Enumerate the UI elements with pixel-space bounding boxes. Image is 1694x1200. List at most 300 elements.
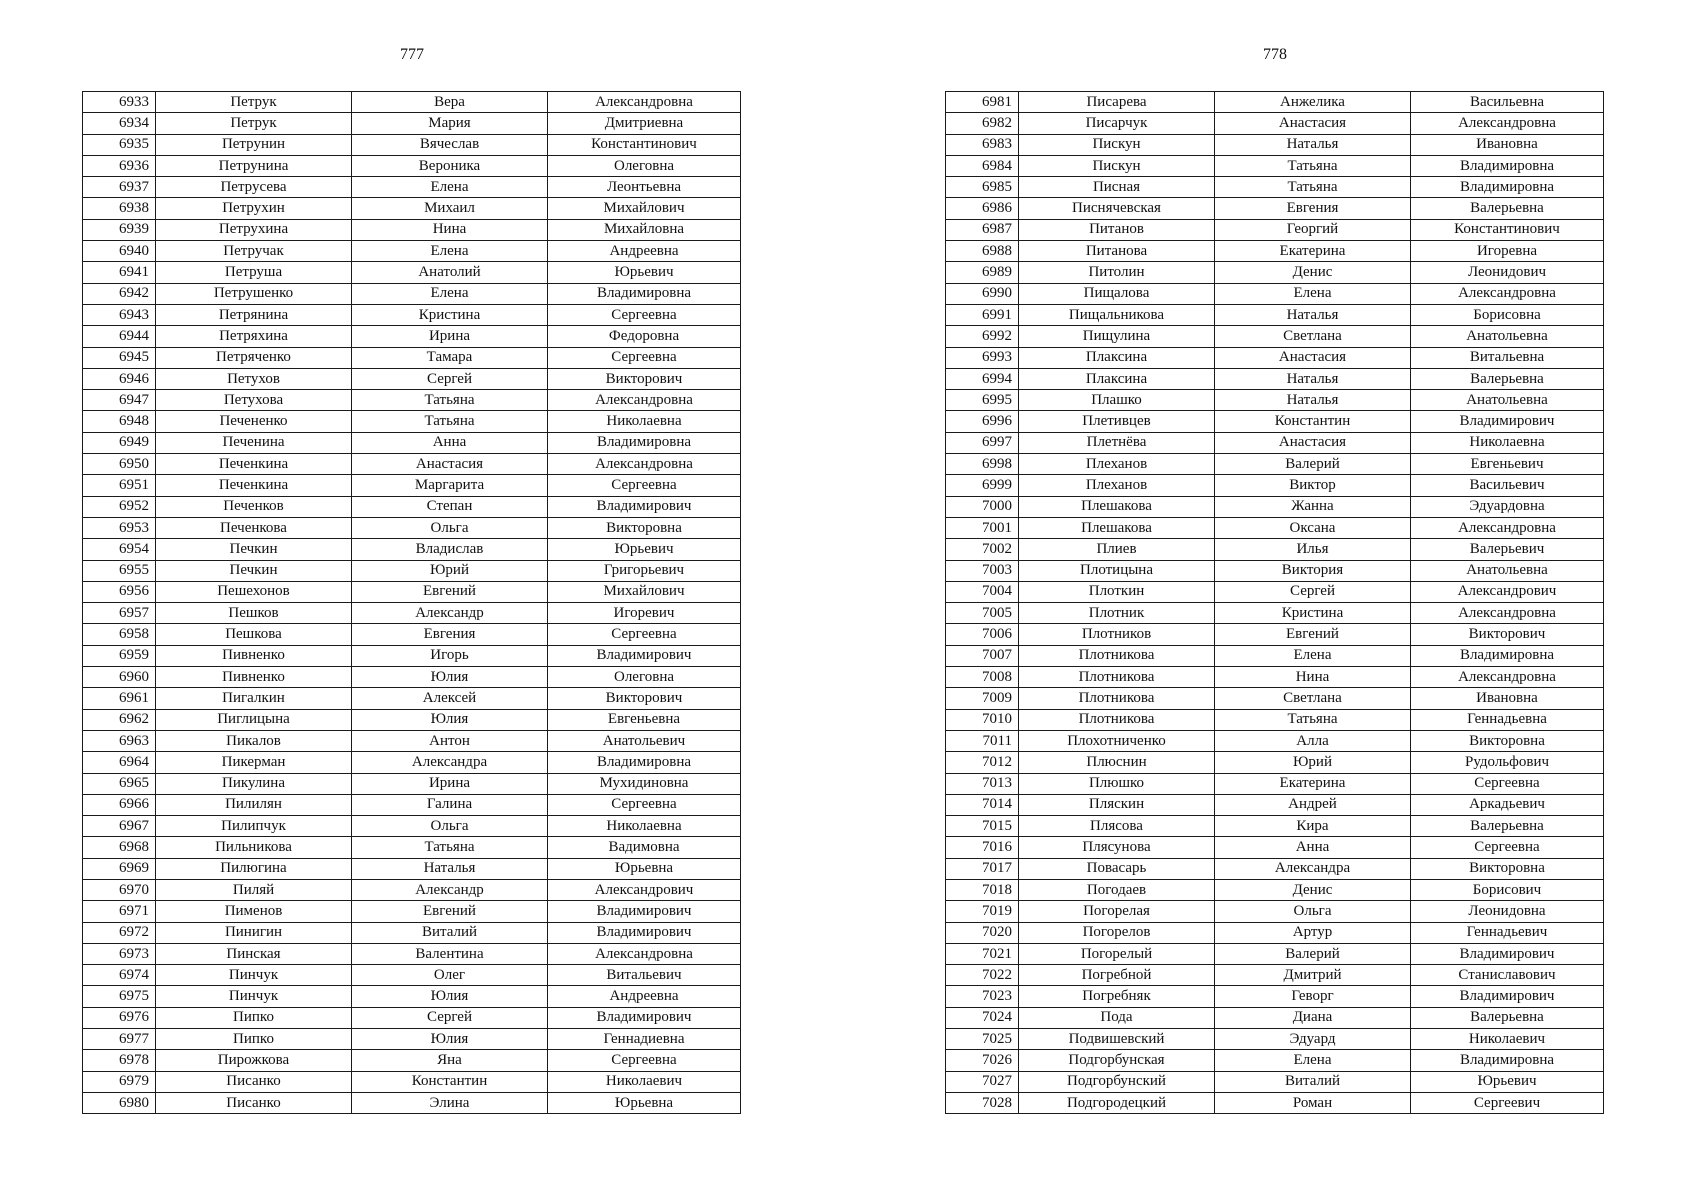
first-name-cell: Артур [1215,922,1411,943]
surname-cell: Печкин [156,560,352,581]
table-row [946,134,1604,155]
table-row [83,390,741,411]
table-row [946,816,1604,837]
patronymic-cell: Константинович [1411,219,1604,240]
surname-cell: Петрушенко [156,283,352,304]
table-row [946,986,1604,1007]
row-number-cell: 6945 [83,347,156,368]
table-row [946,432,1604,453]
patronymic-cell: Сергеевна [548,624,741,645]
page-left [82,0,742,1200]
patronymic-cell: Леонтьевна [548,177,741,198]
patronymic-cell: Сергеевна [548,347,741,368]
first-name-cell: Татьяна [352,411,548,432]
row-number-cell: 6934 [83,113,156,134]
patronymic-cell: Вадимовна [548,837,741,858]
row-number-cell: 7012 [946,752,1019,773]
row-number-cell: 7007 [946,645,1019,666]
row-number-cell: 7005 [946,603,1019,624]
table-row [83,965,741,986]
surname-cell: Писанко [156,1092,352,1113]
patronymic-cell: Владимировна [548,283,741,304]
surname-cell: Пильникова [156,837,352,858]
first-name-cell: Владислав [352,539,548,560]
surname-cell: Подгорбунский [1019,1071,1215,1092]
surname-cell: Пищалова [1019,283,1215,304]
surname-cell: Пилюгина [156,858,352,879]
row-number-cell: 6973 [83,943,156,964]
surname-cell: Погодаев [1019,879,1215,900]
first-name-cell: Тамара [352,347,548,368]
table-row [83,1050,741,1071]
table-row [83,134,741,155]
row-number-cell: 6944 [83,326,156,347]
row-number-cell: 7014 [946,794,1019,815]
table-row [946,454,1604,475]
first-name-cell: Константин [1215,411,1411,432]
row-number-cell: 7011 [946,730,1019,751]
patronymic-cell: Владимирович [548,922,741,943]
patronymic-cell: Григорьевич [548,560,741,581]
first-name-cell: Степан [352,496,548,517]
surname-cell: Плешакова [1019,517,1215,538]
row-number-cell: 6962 [83,709,156,730]
table-row [83,667,741,688]
surname-cell: Плюснин [1019,752,1215,773]
patronymic-cell: Валерьевна [1411,1007,1604,1028]
table-row [946,1007,1604,1028]
first-name-cell: Геворг [1215,986,1411,1007]
table-row [83,1029,741,1050]
patronymic-cell: Владимирович [548,496,741,517]
row-number-cell: 7026 [946,1050,1019,1071]
patronymic-cell: Игоревна [1411,241,1604,262]
patronymic-cell: Александровна [548,390,741,411]
table-row [946,1050,1604,1071]
first-name-cell: Наталья [1215,134,1411,155]
table-row [83,475,741,496]
patronymic-cell: Сергеевич [1411,1092,1604,1113]
row-number-cell: 7013 [946,773,1019,794]
surname-cell: Пода [1019,1007,1215,1028]
row-number-cell: 6935 [83,134,156,155]
table-row [946,773,1604,794]
surname-cell: Пешехонов [156,581,352,602]
row-number-cell: 6954 [83,539,156,560]
row-number-cell: 6957 [83,603,156,624]
table-row [83,773,741,794]
first-name-cell: Юрий [1215,752,1411,773]
patronymic-cell: Анатольевна [1411,326,1604,347]
table-row [946,411,1604,432]
row-number-cell: 6940 [83,241,156,262]
page-number: 778 [1263,46,1287,63]
first-name-cell: Алла [1215,730,1411,751]
patronymic-cell: Викторович [548,368,741,389]
first-name-cell: Ирина [352,773,548,794]
row-number-cell: 6938 [83,198,156,219]
patronymic-cell: Александровна [1411,283,1604,304]
row-number-cell: 7021 [946,943,1019,964]
first-name-cell: Татьяна [1215,155,1411,176]
surname-cell: Плетивцев [1019,411,1215,432]
surname-cell: Плеханов [1019,454,1215,475]
table-row [83,645,741,666]
surname-cell: Пивненко [156,667,352,688]
patronymic-cell: Эдуардовна [1411,496,1604,517]
first-name-cell: Анастасия [1215,113,1411,134]
patronymic-cell: Игоревич [548,603,741,624]
surname-cell: Погорелая [1019,901,1215,922]
row-number-cell: 6948 [83,411,156,432]
first-name-cell: Юлия [352,667,548,688]
row-number-cell: 7027 [946,1071,1019,1092]
row-number-cell: 7017 [946,858,1019,879]
first-name-cell: Елена [1215,645,1411,666]
table-row [83,177,741,198]
row-number-cell: 6952 [83,496,156,517]
surname-cell: Пиглицына [156,709,352,730]
patronymic-cell: Валерьевна [1411,198,1604,219]
surname-cell: Петрухина [156,219,352,240]
first-name-cell: Александр [352,603,548,624]
row-number-cell: 6991 [946,304,1019,325]
table-row [83,155,741,176]
row-number-cell: 6969 [83,858,156,879]
row-number-cell: 7002 [946,539,1019,560]
table-row [83,347,741,368]
row-number-cell: 6942 [83,283,156,304]
patronymic-cell: Юрьевна [548,1092,741,1113]
row-number-cell: 6943 [83,304,156,325]
surname-cell: Плотников [1019,624,1215,645]
row-number-cell: 6990 [946,283,1019,304]
table-row [946,943,1604,964]
patronymic-cell: Александровна [548,943,741,964]
patronymic-cell: Николаевич [548,1071,741,1092]
surname-cell: Подгорбунская [1019,1050,1215,1071]
table-row [946,92,1604,113]
surname-cell: Печенков [156,496,352,517]
row-number-cell: 7009 [946,688,1019,709]
patronymic-cell: Владимировна [1411,177,1604,198]
first-name-cell: Сергей [352,1007,548,1028]
patronymic-cell: Геннадиевна [548,1029,741,1050]
patronymic-cell: Александрович [548,879,741,900]
table-row [83,752,741,773]
first-name-cell: Виктория [1215,560,1411,581]
table-row [83,837,741,858]
row-number-cell: 7022 [946,965,1019,986]
first-name-cell: Анжелика [1215,92,1411,113]
table-row [946,581,1604,602]
first-name-cell: Константин [352,1071,548,1092]
first-name-cell: Алексей [352,688,548,709]
surname-cell: Плоткин [1019,581,1215,602]
patronymic-cell: Андреевна [548,986,741,1007]
patronymic-cell: Сергеевна [548,1050,741,1071]
first-name-cell: Евгения [1215,198,1411,219]
surname-cell: Печенкина [156,475,352,496]
first-name-cell: Александра [352,752,548,773]
first-name-cell: Дмитрий [1215,965,1411,986]
patronymic-cell: Владимирович [548,1007,741,1028]
surname-cell: Пиляй [156,879,352,900]
patronymic-cell: Сергеевна [548,794,741,815]
surname-cell: Петрунин [156,134,352,155]
surname-cell: Плотникова [1019,688,1215,709]
first-name-cell: Татьяна [1215,709,1411,730]
patronymic-cell: Юрьевич [1411,1071,1604,1092]
patronymic-cell: Михайловна [548,219,741,240]
first-name-cell: Михаил [352,198,548,219]
row-number-cell: 6956 [83,581,156,602]
first-name-cell: Илья [1215,539,1411,560]
patronymic-cell: Валерьевна [1411,368,1604,389]
first-name-cell: Денис [1215,879,1411,900]
first-name-cell: Денис [1215,262,1411,283]
row-number-cell: 7015 [946,816,1019,837]
row-number-cell: 6987 [946,219,1019,240]
row-number-cell: 7019 [946,901,1019,922]
surname-cell: Плашко [1019,390,1215,411]
first-name-cell: Юлия [352,1029,548,1050]
row-number-cell: 6995 [946,390,1019,411]
surname-cell: Пилилян [156,794,352,815]
first-name-cell: Юлия [352,986,548,1007]
surname-cell: Пирожкова [156,1050,352,1071]
patronymic-cell: Николаевич [1411,1029,1604,1050]
table-row [83,326,741,347]
patronymic-cell: Александрович [1411,581,1604,602]
surname-cell: Петруша [156,262,352,283]
table-row [83,901,741,922]
row-number-cell: 6986 [946,198,1019,219]
row-number-cell: 6993 [946,347,1019,368]
patronymic-cell: Константинович [548,134,741,155]
row-number-cell: 6937 [83,177,156,198]
row-number-cell: 6964 [83,752,156,773]
first-name-cell: Наталья [352,858,548,879]
row-number-cell: 6978 [83,1050,156,1071]
table-row [946,198,1604,219]
row-number-cell: 7020 [946,922,1019,943]
first-name-cell: Евгения [352,624,548,645]
first-name-cell: Александр [352,879,548,900]
surname-cell: Погребняк [1019,986,1215,1007]
patronymic-cell: Викторович [1411,624,1604,645]
row-number-cell: 7000 [946,496,1019,517]
patronymic-cell: Юрьевна [548,858,741,879]
surname-cell: Подгородецкий [1019,1092,1215,1113]
surname-cell: Плотникова [1019,645,1215,666]
first-name-cell: Татьяна [1215,177,1411,198]
row-number-cell: 7008 [946,667,1019,688]
table-row [946,347,1604,368]
surname-cell: Погребной [1019,965,1215,986]
patronymic-cell: Васильевич [1411,475,1604,496]
row-number-cell: 6939 [83,219,156,240]
page-right [945,0,1605,1200]
row-number-cell: 6955 [83,560,156,581]
first-name-cell: Ольга [352,816,548,837]
first-name-cell: Ольга [352,517,548,538]
surname-cell: Печкин [156,539,352,560]
first-name-cell: Вячеслав [352,134,548,155]
row-number-cell: 6966 [83,794,156,815]
surname-cell: Питанов [1019,219,1215,240]
patronymic-cell: Николаевна [548,411,741,432]
first-name-cell: Екатерина [1215,773,1411,794]
first-name-cell: Валерий [1215,943,1411,964]
surname-cell: Плаксина [1019,347,1215,368]
patronymic-cell: Дмитриевна [548,113,741,134]
row-number-cell: 6953 [83,517,156,538]
row-number-cell: 6972 [83,922,156,943]
table-row [83,794,741,815]
patronymic-cell: Владимировна [1411,1050,1604,1071]
surname-cell: Писарева [1019,92,1215,113]
first-name-cell: Валентина [352,943,548,964]
surname-cell: Петухов [156,368,352,389]
patronymic-cell: Александровна [548,454,741,475]
patronymic-cell: Сергеевна [1411,773,1604,794]
row-number-cell: 6982 [946,113,1019,134]
first-name-cell: Анатолий [352,262,548,283]
patronymic-cell: Ивановна [1411,134,1604,155]
row-number-cell: 6994 [946,368,1019,389]
table-row [946,730,1604,751]
first-name-cell: Георгий [1215,219,1411,240]
patronymic-cell: Александровна [1411,603,1604,624]
table-row [946,219,1604,240]
surname-cell: Плеханов [1019,475,1215,496]
row-number-cell: 7018 [946,879,1019,900]
table-row [946,688,1604,709]
surname-cell: Пигалкин [156,688,352,709]
surname-cell: Плохотниченко [1019,730,1215,751]
table-row [946,667,1604,688]
table-row [946,624,1604,645]
surname-cell: Погорелов [1019,922,1215,943]
first-name-cell: Мария [352,113,548,134]
first-name-cell: Виталий [352,922,548,943]
row-number-cell: 6977 [83,1029,156,1050]
table-row [83,539,741,560]
first-name-cell: Светлана [1215,688,1411,709]
table-row [946,837,1604,858]
patronymic-cell: Николаевна [548,816,741,837]
table-row [946,155,1604,176]
patronymic-cell: Сергеевна [548,304,741,325]
row-number-cell: 7024 [946,1007,1019,1028]
row-number-cell: 7023 [946,986,1019,1007]
surname-cell: Плиев [1019,539,1215,560]
first-name-cell: Ирина [352,326,548,347]
patronymic-cell: Сергеевна [1411,837,1604,858]
row-number-cell: 6979 [83,1071,156,1092]
row-number-cell: 6998 [946,454,1019,475]
patronymic-cell: Михайлович [548,198,741,219]
table-row [946,879,1604,900]
surname-cell: Пищальникова [1019,304,1215,325]
row-number-cell: 6967 [83,816,156,837]
surname-cell: Пинигин [156,922,352,943]
patronymic-cell: Анатольевна [1411,390,1604,411]
table-row [83,241,741,262]
table-row [946,475,1604,496]
patronymic-cell: Владимирович [548,901,741,922]
table-row [946,517,1604,538]
table-row [83,368,741,389]
surname-cell: Печенкина [156,454,352,475]
table-row [946,241,1604,262]
table-row [83,283,741,304]
first-name-cell: Яна [352,1050,548,1071]
patronymic-cell: Николаевна [1411,432,1604,453]
row-number-cell: 6975 [83,986,156,1007]
first-name-cell: Анастасия [1215,432,1411,453]
first-name-cell: Евгений [1215,624,1411,645]
first-name-cell: Наталья [1215,368,1411,389]
patronymic-cell: Борисовна [1411,304,1604,325]
patronymic-cell: Юрьевич [548,262,741,283]
first-name-cell: Эдуард [1215,1029,1411,1050]
surname-cell: Пинчук [156,986,352,1007]
first-name-cell: Елена [352,241,548,262]
patronymic-cell: Аркадьевич [1411,794,1604,815]
patronymic-cell: Борисович [1411,879,1604,900]
first-name-cell: Виталий [1215,1071,1411,1092]
first-name-cell: Сергей [1215,581,1411,602]
surname-cell: Печененко [156,411,352,432]
patronymic-cell: Васильевна [1411,92,1604,113]
patronymic-cell: Сергеевна [548,475,741,496]
row-number-cell: 6974 [83,965,156,986]
table-row [946,1071,1604,1092]
first-name-cell: Диана [1215,1007,1411,1028]
patronymic-cell: Владимирович [1411,986,1604,1007]
table-row [83,219,741,240]
surname-cell: Плотицына [1019,560,1215,581]
surname-cell: Пинская [156,943,352,964]
first-name-cell: Маргарита [352,475,548,496]
first-name-cell: Элина [352,1092,548,1113]
patronymic-cell: Андреевна [548,241,741,262]
row-number-cell: 6958 [83,624,156,645]
surname-cell: Пилипчук [156,816,352,837]
patronymic-cell: Александровна [548,92,741,113]
surname-cell: Писная [1019,177,1215,198]
table-row [83,92,741,113]
table-row [946,390,1604,411]
first-name-cell: Вера [352,92,548,113]
table-row [946,901,1604,922]
patronymic-cell: Владимировна [1411,645,1604,666]
first-name-cell: Валерий [1215,454,1411,475]
table-row [946,262,1604,283]
patronymic-cell: Геннадьевна [1411,709,1604,730]
first-name-cell: Нина [352,219,548,240]
first-name-cell: Вероника [352,155,548,176]
table-row [946,1029,1604,1050]
row-number-cell: 6933 [83,92,156,113]
row-number-cell: 6961 [83,688,156,709]
first-name-cell: Виктор [1215,475,1411,496]
register-table [945,91,1604,1114]
page-number: 777 [400,46,424,63]
surname-cell: Плясова [1019,816,1215,837]
